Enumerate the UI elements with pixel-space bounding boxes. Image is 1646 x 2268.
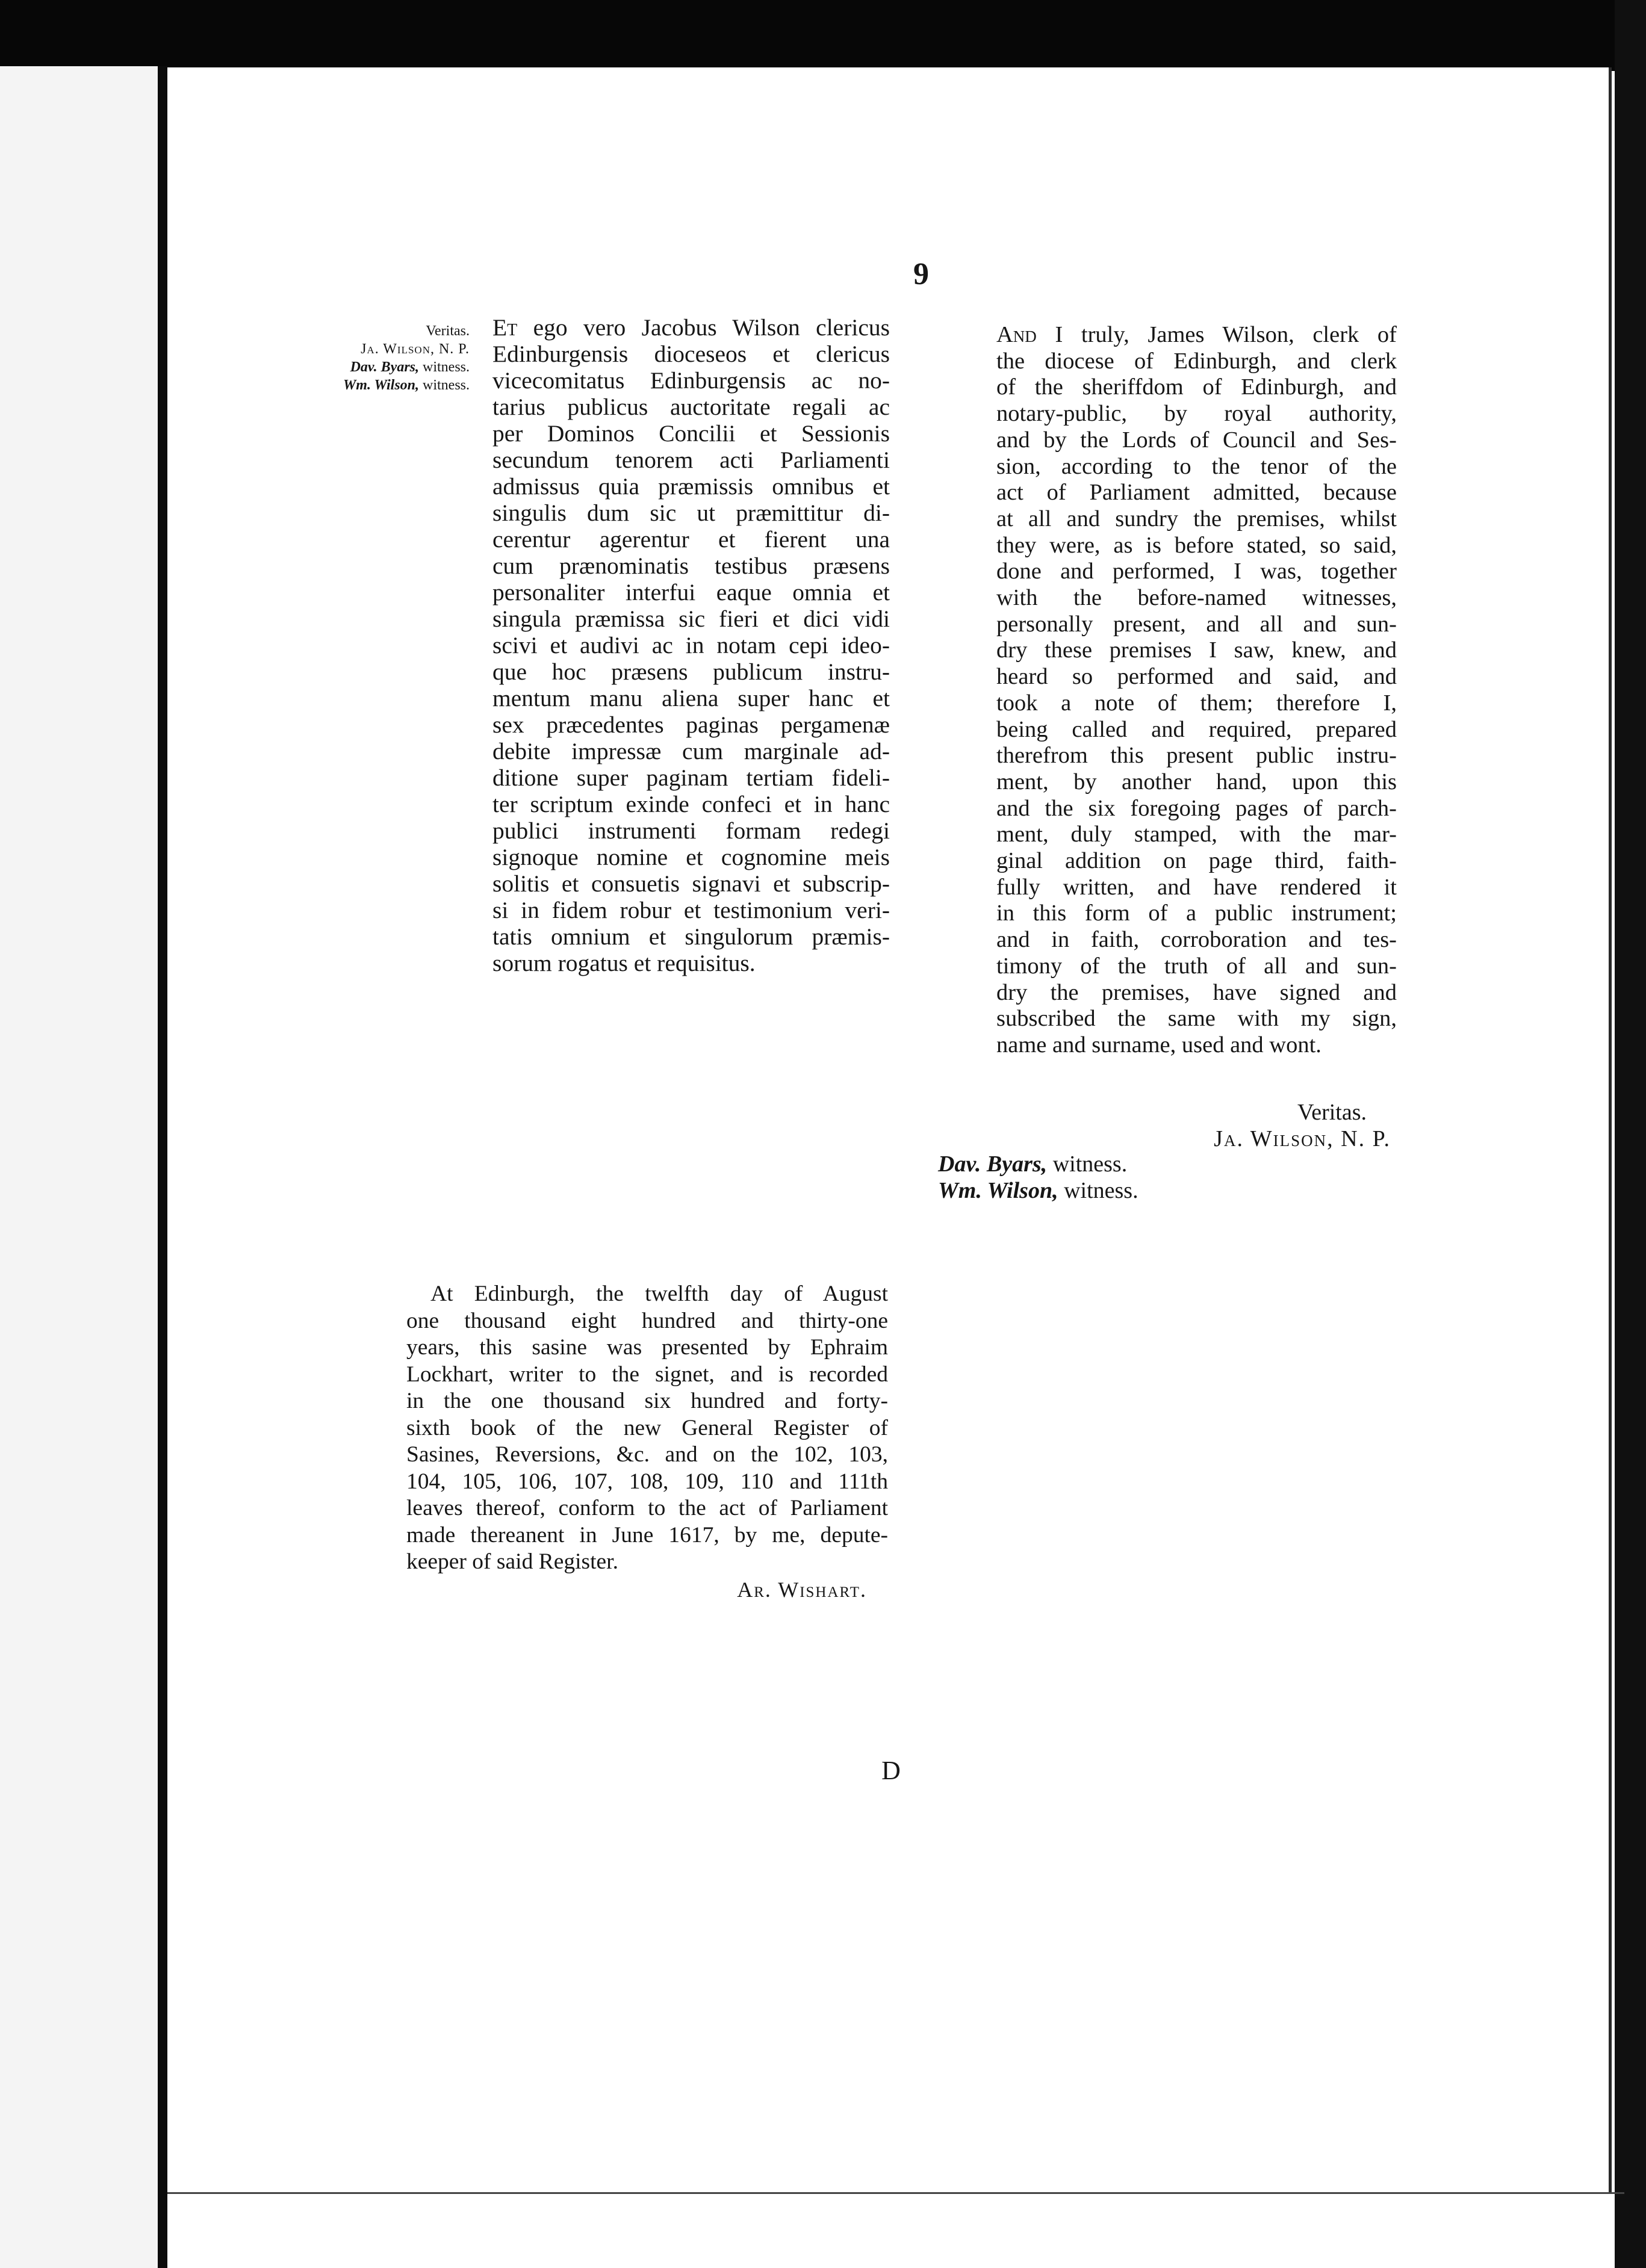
latin-line: tarius publicus auctoritate regali ac bbox=[492, 394, 890, 420]
latin-line: publici instrumenti formam redegi bbox=[492, 817, 890, 844]
latin-line: cum prænominatis testibus præsens bbox=[492, 553, 890, 579]
english-line: and in faith, corroboration and tes- bbox=[996, 927, 1397, 953]
english-witness-1-role: witness. bbox=[1052, 1151, 1128, 1177]
margin-witness-1-role: witness. bbox=[423, 359, 470, 375]
latin-line: debite impressæ cum marginale ad- bbox=[492, 738, 890, 764]
english-line: name and surname, used and wont. bbox=[996, 1032, 1321, 1058]
margin-witness-1-name: Dav. Byars, bbox=[350, 359, 419, 375]
english-witness-1-name: Dav. Byars, bbox=[938, 1151, 1048, 1177]
latin-line: si in fidem robur et testimonium veri- bbox=[492, 897, 890, 923]
english-line: ment, duly stamped, with the mar- bbox=[996, 822, 1397, 847]
registration-line: sixth book of the new General Register of bbox=[406, 1415, 888, 1440]
latin-line: sex præcedentes paginas pergamenæ bbox=[492, 711, 890, 738]
english-line: of the sheriffdom of Edinburgh, and bbox=[996, 374, 1397, 400]
latin-line: vicecomitatus Edinburgensis ac no- bbox=[492, 367, 890, 394]
english-line: personally present, and all and sun- bbox=[996, 611, 1397, 637]
margin-notary-name: Ja. Wilson, N. P. bbox=[361, 341, 470, 357]
english-line: dry these premises I saw, knew, and bbox=[996, 637, 1397, 663]
latin-line: Edinburgensis dioceseos et clericus bbox=[492, 341, 890, 367]
latin-lead-word: Et bbox=[492, 314, 518, 341]
registration-line: leaves thereof, conform to the act of Parliament bbox=[406, 1496, 888, 1520]
registration-line: in the one thousand six hundred and forty- bbox=[406, 1389, 888, 1413]
english-witness-2-name: Wm. Wilson, bbox=[938, 1178, 1058, 1203]
latin-line: personaliter interfui eaque omnia et bbox=[492, 579, 890, 606]
english-witness-2 bbox=[938, 1177, 1138, 1204]
latin-column bbox=[492, 314, 890, 976]
english-line: dry the premises, have signed and bbox=[996, 979, 1397, 1005]
english-line: at all and sundry the premises, whilst bbox=[996, 506, 1397, 531]
english-line: and the six foregoing pages of parch- bbox=[996, 795, 1397, 821]
latin-line: que hoc præsens publicum instru- bbox=[492, 658, 890, 685]
latin-line: signoque nomine et cognomine meis bbox=[492, 844, 890, 870]
english-line: ment, by another hand, upon this bbox=[996, 769, 1397, 795]
english-line: heard so performed and said, and bbox=[996, 664, 1397, 690]
latin-line: ditione super paginam tertiam fideli- bbox=[492, 764, 890, 791]
english-line: done and performed, I was, together bbox=[996, 559, 1397, 584]
registration-line: Sasines, Reversions, &c. and on the 102, 103, bbox=[406, 1442, 888, 1467]
english-line: sion, according to the tenor of the bbox=[996, 453, 1397, 479]
registration-line: one thousand eight hundred and thirty-one bbox=[406, 1308, 888, 1333]
registration-line: 104, 105, 106, 107, 108, 109, 110 and 111th bbox=[406, 1469, 888, 1494]
latin-line: solitis et consuetis signavi et subscrip- bbox=[492, 870, 890, 897]
registration-line: keeper of said Register. bbox=[406, 1549, 618, 1574]
registration-line: years, this sasine was presented by Ephraim bbox=[406, 1335, 888, 1360]
english-lead-word: And bbox=[996, 322, 1037, 347]
latin-line: per Dominos Concilii et Sessionis bbox=[492, 420, 890, 447]
latin-line: scivi et audivi ac in notam cepi ideo- bbox=[492, 632, 890, 658]
registration-line: At Edinburgh, the twelfth day of August bbox=[430, 1281, 888, 1306]
margin-witness-2-name: Wm. Wilson, bbox=[343, 377, 419, 393]
page-number: 9 bbox=[913, 257, 929, 291]
margin-witness-1 bbox=[277, 358, 470, 376]
english-witness-2-role: witness. bbox=[1064, 1178, 1138, 1203]
registration-line: Lockhart, writer to the signet, and is recorded bbox=[406, 1362, 888, 1387]
latin-line: singula præmissa sic fieri et dici vidi bbox=[492, 606, 890, 632]
english-line: therefrom this present public instru- bbox=[996, 743, 1397, 769]
scan-left-page-edge bbox=[0, 66, 167, 2268]
english-witness-1 bbox=[938, 1151, 1127, 1177]
registrar-signature: Ar. Wishart. bbox=[737, 1578, 867, 1602]
english-line: took a note of them; therefore I, bbox=[996, 690, 1397, 716]
margin-veritas: Veritas. bbox=[426, 323, 470, 339]
registration-line: made thereanent in June 1617, by me, depute- bbox=[406, 1522, 888, 1548]
latin-line: ter scriptum exinde confeci et in hanc bbox=[492, 791, 890, 817]
latin-line-text: ego vero Jacobus Wilson clericus bbox=[517, 314, 890, 341]
page-bottom-edge bbox=[167, 2192, 1624, 2194]
english-line-text: I truly, James Wilson, clerk of bbox=[1036, 322, 1397, 347]
latin-line bbox=[492, 314, 890, 341]
english-line: fully written, and have rendered it bbox=[996, 874, 1397, 900]
english-line bbox=[996, 322, 1397, 349]
english-line: timony of the truth of all and sun- bbox=[996, 953, 1397, 979]
english-line: they were, as is before stated, so said, bbox=[996, 532, 1397, 558]
english-line: subscribed the same with my sign, bbox=[996, 1006, 1397, 1032]
english-line: with the before-named witnesses, bbox=[996, 585, 1397, 611]
english-line: act of Parliament admitted, because bbox=[996, 480, 1397, 506]
english-line: in this form of a public instrument; bbox=[996, 900, 1397, 926]
margin-witness-2-role: witness. bbox=[423, 377, 470, 393]
english-line: the diocese of Edinburgh, and clerk bbox=[996, 348, 1397, 374]
english-line: being called and required, prepared bbox=[996, 716, 1397, 742]
registration-paragraph bbox=[406, 1281, 888, 1576]
latin-line: singulis dum sic ut præmittitur di- bbox=[492, 500, 890, 526]
scan-top-border bbox=[0, 0, 1646, 71]
latin-line: sorum rogatus et requisitus. bbox=[492, 950, 756, 976]
english-line: ginal addition on page third, faith- bbox=[996, 848, 1397, 874]
scan-right-border bbox=[1615, 0, 1646, 2268]
latin-line: secundum tenorem acti Parliamenti bbox=[492, 447, 890, 473]
printer-signature-mark: D bbox=[881, 1756, 901, 1785]
english-column bbox=[996, 322, 1397, 1059]
latin-line: admissus quia præmissis omnibus et bbox=[492, 473, 890, 500]
english-line: and by the Lords of Council and Ses- bbox=[996, 427, 1397, 453]
latin-line: mentum manu aliena super hanc et bbox=[492, 685, 890, 711]
latin-line: tatis omnium et singulorum præmis- bbox=[492, 923, 890, 950]
margin-witness-2 bbox=[277, 376, 470, 394]
english-notary-name: Ja. Wilson, N. P. bbox=[1214, 1126, 1391, 1151]
english-line: notary-public, by royal authority, bbox=[996, 401, 1397, 427]
english-veritas: Veritas. bbox=[1297, 1100, 1367, 1125]
latin-line: cerentur agerentur et fierent una bbox=[492, 526, 890, 553]
margin-note bbox=[277, 322, 470, 394]
